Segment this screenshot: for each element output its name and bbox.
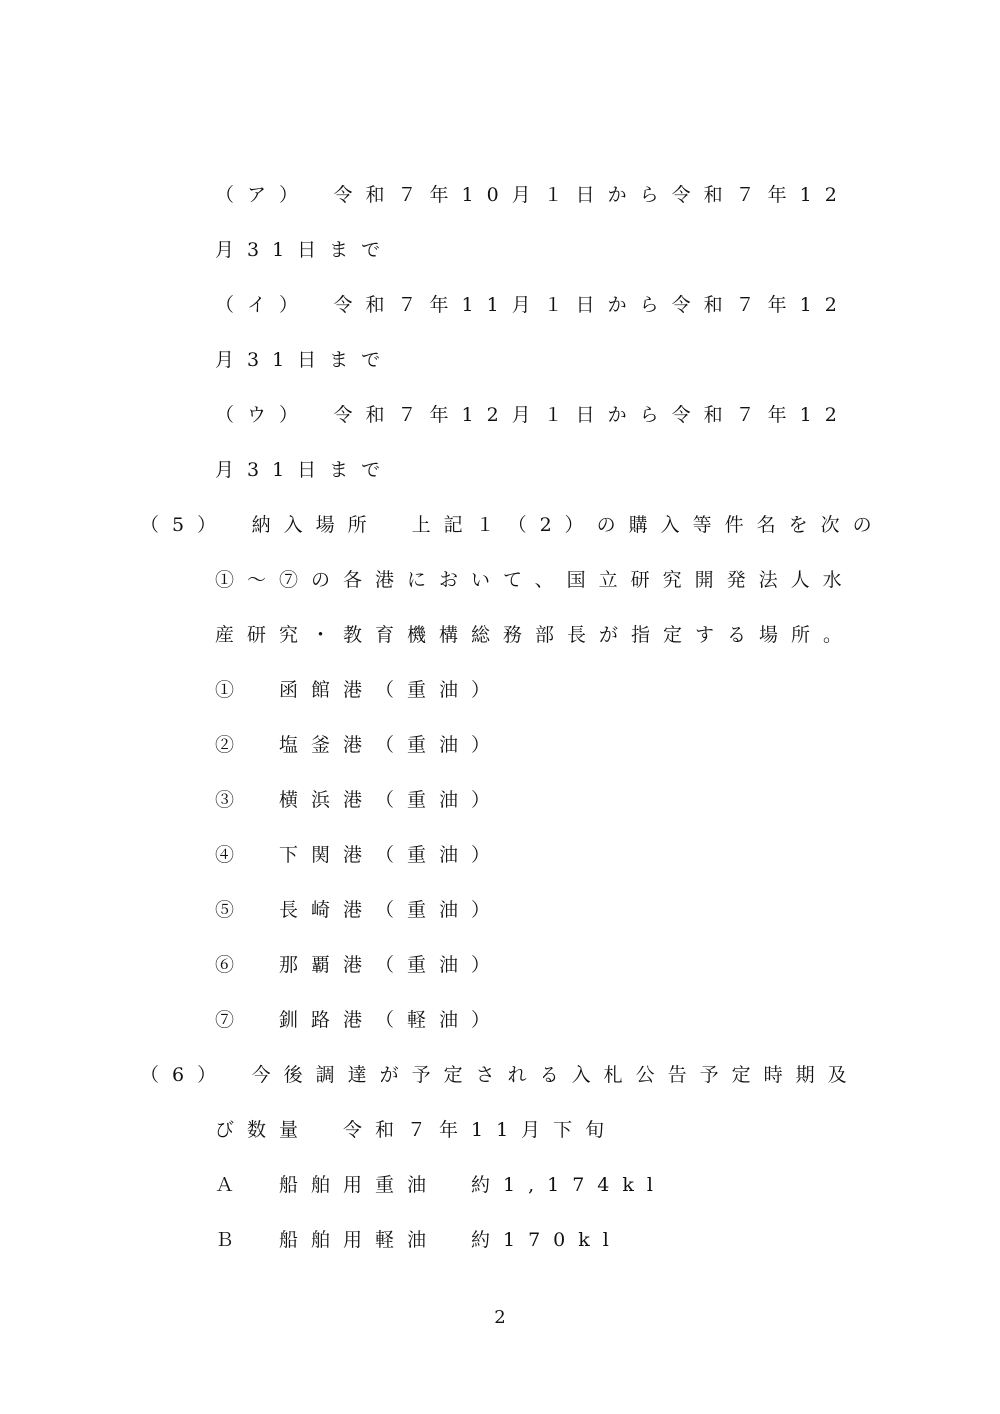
port-item-5: ⑤ 長崎港（重油）: [215, 899, 504, 921]
port-item-6: ⑥ 那覇港（重油）: [215, 954, 504, 976]
delivery-place-heading: （5） 納入場所 上記１（2）の購入等件名を次の: [140, 514, 885, 536]
port-item-7: ⑦ 釧路港（軽油）: [215, 1009, 504, 1031]
period-u-line-2: 月31日まで: [215, 459, 394, 481]
period-u-line-1: （ウ） 令和７年12月１日から令和７年12: [215, 404, 850, 426]
port-item-1: ① 函館港（重油）: [215, 679, 504, 701]
quantity-item-a: Ａ 船舶用重油 約1,174kl: [215, 1174, 666, 1196]
quantity-item-b: Ｂ 船舶用軽油 約170kl: [215, 1229, 622, 1251]
port-item-3: ③ 横浜港（重油）: [215, 789, 504, 811]
period-i-line-2: 月31日まで: [215, 349, 394, 371]
delivery-place-line-2: ①～⑦の各港において、国立研究開発法人水: [215, 569, 855, 591]
page-number: 2: [494, 1307, 506, 1328]
port-item-2: ② 塩釜港（重油）: [215, 734, 504, 756]
period-a-line-1: （ア） 令和７年10月１日から令和７年12: [215, 184, 850, 206]
period-a-line-2: 月31日まで: [215, 239, 394, 261]
delivery-place-line-3: 産研究・教育機構総務部長が指定する場所。: [215, 624, 856, 646]
port-item-4: ④ 下関港（重油）: [215, 844, 504, 866]
procurement-schedule-line-2: び数量 令和７年11月下旬: [215, 1119, 618, 1141]
period-i-line-1: （イ） 令和７年11月１日から令和７年12: [215, 294, 850, 316]
procurement-schedule-heading: （6） 今後調達が予定される入札公告予定時期及: [140, 1064, 860, 1086]
